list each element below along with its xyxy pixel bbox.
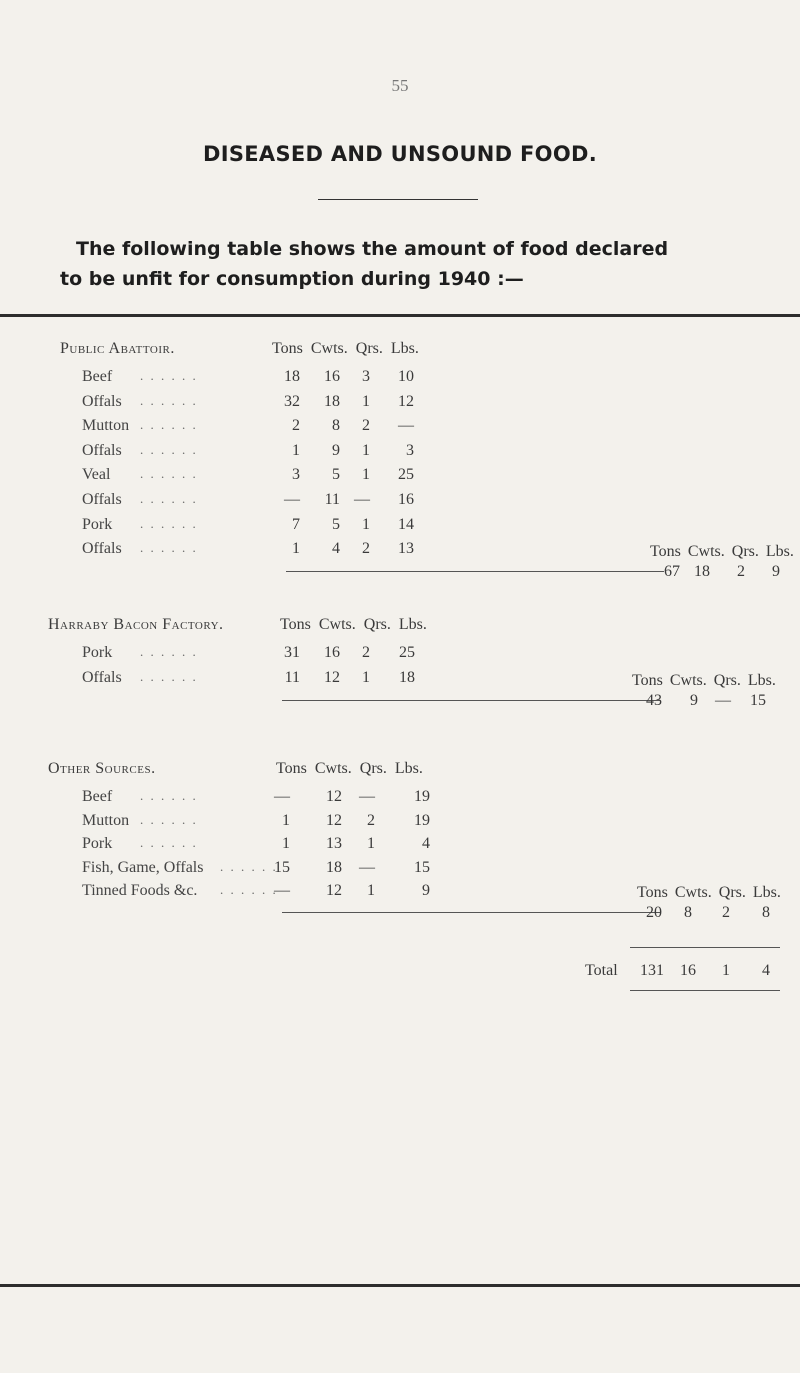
cell-lbs: 19: [414, 788, 430, 805]
cell-lbs: 3: [406, 441, 414, 459]
subtotal-cwts: 8: [684, 904, 692, 921]
intro-line-1: The following table shows the amount of food declared: [76, 238, 669, 260]
cell-tons: 32: [284, 392, 300, 410]
table-bottom-rule: [0, 1284, 800, 1287]
total-label: Total: [585, 962, 618, 979]
row-label: Pork: [82, 515, 113, 533]
subtotal-units-header: Tons Cwts. Qrs. Lbs.: [637, 884, 781, 901]
cell-lbs: 10: [398, 368, 414, 385]
subtotal-units-header: Tons Cwts. Qrs. Lbs.: [650, 542, 794, 560]
cell-lbs: —: [398, 417, 414, 435]
cell-lbs: 25: [398, 466, 414, 484]
total-tons: 131: [640, 962, 664, 979]
cell-lbs: 18: [399, 669, 415, 686]
table-top-rule: [0, 314, 800, 317]
row-label: Veal: [82, 466, 111, 484]
subtotal-qrs: 2: [722, 904, 730, 921]
subtotal-rule: [282, 912, 660, 913]
row-leader: . . . . . .: [140, 540, 198, 556]
row-leader: . . . . . .: [140, 466, 198, 482]
subtotal-tons: 67: [664, 562, 680, 580]
subtotal-rule: [282, 700, 660, 701]
row-label: Offals: [82, 540, 122, 558]
subtotal-lbs: 8: [762, 904, 770, 921]
row-label: Offals: [82, 392, 122, 410]
subtotal-rule: [286, 571, 664, 572]
cell-qrs: 2: [362, 417, 370, 435]
row-leader: . . . . . .: [220, 858, 278, 874]
cell-qrs: —: [354, 491, 370, 508]
subtotal-tons: 43: [646, 692, 662, 709]
cell-cwts: 9: [332, 441, 340, 459]
section-title: Public Abattoir.: [60, 340, 175, 357]
row-label: Offals: [82, 441, 122, 459]
cell-cwts: 5: [332, 466, 340, 484]
subtotal-units-header: Tons Cwts. Qrs. Lbs.: [632, 672, 776, 689]
cell-tons: 18: [284, 368, 300, 385]
cell-lbs: 15: [414, 858, 430, 876]
row-label: Beef: [82, 788, 113, 805]
cell-cwts: 11: [324, 491, 340, 508]
row-label: Offals: [82, 669, 122, 686]
cell-qrs: 1: [362, 466, 370, 484]
cell-tons: 1: [292, 540, 300, 558]
cell-cwts: 12: [326, 788, 342, 805]
units-header: Tons Cwts. Qrs. Lbs.: [272, 340, 419, 357]
cell-qrs: 1: [362, 669, 370, 686]
cell-qrs: 1: [362, 392, 370, 410]
cell-cwts: 5: [332, 515, 340, 533]
cell-tons: 2: [292, 417, 300, 435]
page-heading: DISEASED AND UNSOUND FOOD.: [203, 142, 597, 166]
cell-lbs: 14: [398, 515, 414, 533]
row-leader: . . . . . .: [140, 368, 198, 383]
row-label: Pork: [82, 835, 113, 853]
cell-cwts: 16: [324, 368, 340, 385]
cell-cwts: 12: [326, 882, 342, 900]
total-lbs: 4: [762, 962, 770, 979]
cell-tons: 1: [292, 441, 300, 459]
cell-tons: —: [274, 788, 290, 805]
section-title: Harraby Bacon Factory.: [48, 616, 224, 633]
cell-lbs: 13: [398, 540, 414, 558]
cell-cwts: 8: [332, 417, 340, 435]
row-leader: . . . . . .: [140, 491, 198, 506]
heading-underline: [318, 199, 478, 200]
row-leader: . . . . . .: [140, 417, 198, 433]
cell-tons: 11: [284, 669, 300, 686]
cell-qrs: 1: [367, 835, 375, 853]
cell-tons: 7: [292, 515, 300, 533]
subtotal-qrs: 2: [737, 562, 745, 580]
cell-tons: —: [284, 491, 300, 508]
cell-tons: 15: [274, 858, 290, 876]
units-header: Tons Cwts. Qrs. Lbs.: [276, 760, 423, 777]
subtotal-bottom-rule: [630, 947, 780, 948]
cell-cwts: 16: [324, 644, 340, 661]
cell-tons: 1: [282, 811, 290, 829]
cell-qrs: 2: [362, 540, 370, 558]
subtotal-lbs: 15: [750, 692, 766, 709]
cell-lbs: 12: [398, 392, 414, 410]
cell-cwts: 12: [326, 811, 342, 829]
cell-tons: 1: [282, 835, 290, 853]
subtotal-cwts: 18: [694, 562, 710, 580]
cell-qrs: 1: [367, 882, 375, 900]
subtotal-tons: 20: [646, 904, 662, 921]
subtotal-cwts: 9: [690, 692, 698, 709]
row-leader: . . . . . .: [220, 882, 278, 898]
row-leader: . . . . . .: [140, 515, 198, 531]
cell-lbs: 25: [399, 644, 415, 661]
intro-line-2: to be unfit for consumption during 1940 :—: [60, 268, 524, 290]
cell-tons: 3: [292, 466, 300, 484]
subtotal-qrs: —: [715, 692, 731, 709]
section-title: Other Sources.: [48, 760, 156, 777]
row-leader: . . . . . .: [140, 441, 198, 457]
cell-lbs: 9: [422, 882, 430, 900]
total-cwts: 16: [680, 962, 696, 979]
cell-qrs: 1: [362, 441, 370, 459]
total-underline: [630, 990, 780, 991]
cell-lbs: 16: [398, 491, 414, 508]
cell-cwts: 18: [324, 392, 340, 410]
row-leader: . . . . . .: [140, 669, 198, 684]
cell-qrs: 2: [362, 644, 370, 661]
row-label: Pork: [82, 644, 113, 661]
row-leader: . . . . . .: [140, 788, 198, 803]
cell-qrs: 3: [362, 368, 370, 385]
row-leader: . . . . . .: [140, 392, 198, 408]
row-leader: . . . . . .: [140, 644, 198, 659]
row-label: Mutton: [82, 417, 130, 435]
units-header: Tons Cwts. Qrs. Lbs.: [280, 616, 427, 633]
cell-tons: 31: [284, 644, 300, 661]
cell-cwts: 18: [326, 858, 342, 876]
cell-qrs: 2: [367, 811, 375, 829]
cell-lbs: 19: [414, 811, 430, 829]
row-label: Mutton: [82, 811, 130, 829]
cell-qrs: —: [359, 858, 375, 876]
row-leader: . . . . . .: [140, 811, 198, 827]
subtotal-lbs: 9: [772, 562, 780, 580]
cell-qrs: 1: [362, 515, 370, 533]
total-qrs: 1: [722, 962, 730, 979]
cell-tons: —: [274, 882, 290, 900]
row-label: Tinned Foods &c.: [82, 882, 198, 900]
cell-cwts: 13: [326, 835, 342, 853]
page-number: 55: [391, 76, 409, 95]
row-leader: . . . . . .: [140, 835, 198, 851]
row-label: Offals: [82, 491, 122, 508]
cell-lbs: 4: [422, 835, 430, 853]
row-label: Fish, Game, Offals: [82, 858, 204, 876]
cell-cwts: 4: [332, 540, 340, 558]
cell-cwts: 12: [324, 669, 340, 686]
row-label: Beef: [82, 368, 113, 385]
cell-qrs: —: [359, 788, 375, 805]
